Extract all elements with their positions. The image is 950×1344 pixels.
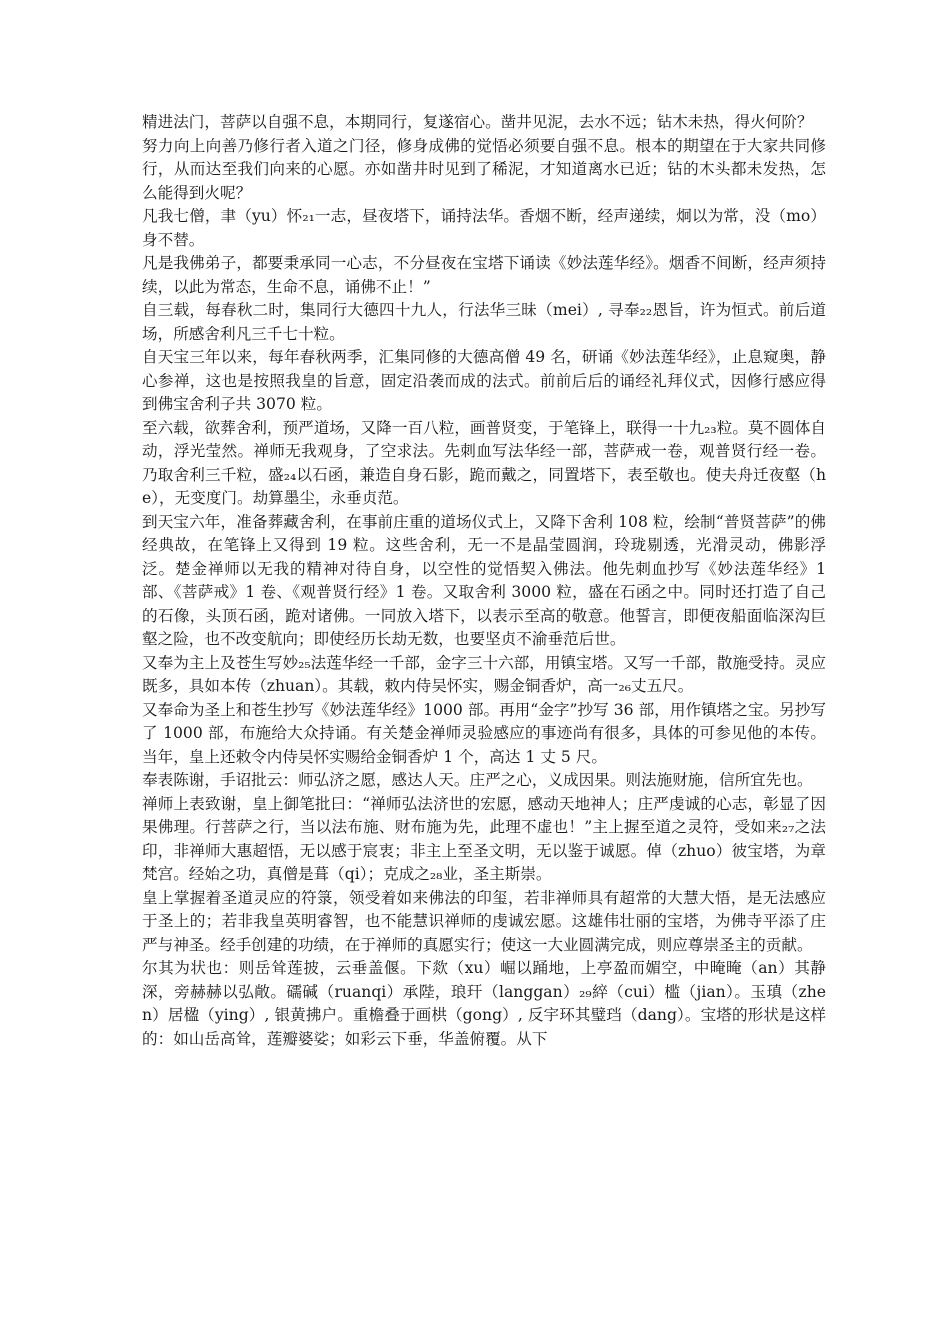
paragraph-13: 皇上掌握着圣道灵应的符箓，领受着如来佛法的印玺，若非禅师具有超常的大慧大悟，是无法感应于圣上的；若非我皇英明睿智，也不能慧识禅师的虔诚宏愿。这雄伟壮丽的宝塔，为佛寺平添了庄严与神圣。经手创建的功绩，在于禅师的真愿实行；使这一大业圆满完成，则应尊崇圣主的贡献。 [142,888,826,954]
paragraph-3: 凡我七僧，聿（yu）怀₂₁一志，昼夜塔下，诵持法华。香烟不断，经声递续，炯以为常，没（mo）身不替。 [142,207,826,249]
paragraph-8: 到天宝六年，准备葬藏舍利，在事前庄重的道场仪式上，又降下舍利 108 粒，绘制“普贤菩萨”的佛经典故，在笔锋上又得到 19 粒。这些舍利，无一不是晶莹圆润，玲珑剔透，光滑灵动，佛影浮泛。楚金禅师以无我的精神对待自身，以空性的觉悟契入佛法。他先刺血抄写《妙法莲华经》1 部、《菩萨戒》1 卷、《观普贤行经》1 卷。又取舍利 3000 粒，盛在石函之中。同时还打造了自己的石像，头顶石函，跪对诸佛。一同放入塔下，以表示至高的敬意。他誓言，即便夜船面临深沟巨壑之险，也不改变航向；即使经历长劫无数，也要坚贞不渝垂范后世。 [142,512,826,648]
paragraph-10: 又奉命为圣上和苍生抄写《妙法莲华经》1000 部。再用“金字”抄写 36 部，用作镇塔之宝。另抄写了 1000 部，布施给大众持诵。有关楚金禅师灵验感应的事迹尚有很多，具体的可参见他的本传。当年，皇上还敕令内侍吴怀实赐给金铜香炉 1 个，高达 1 丈 5 尺。 [142,700,826,766]
paragraph-14: 尔其为状也：则岳耸莲披，云垂盖偃。下欻（xu）崛以踊地，上亭盈而媚空，中晻晻（an）其静深，旁赫赫以弘敞。礝碱（ruanqi）承陛，琅玕（langgan）₂₉綷（cui）槛（jian）。玉瑱（zhen）居楹（ying）, 银黄拂户。重檐叠于画栱（gong）, 反宇环其璧珰（dang）。宝塔的形状是这样的：如山岳高耸，莲瓣婆娑；如彩云下垂，华盖俯覆。从下 [142,959,826,1048]
document-page [142,111,826,1051]
paragraph-6: 自天宝三年以来，每年春秋两季，汇集同修的大德高僧 49 名，研诵《妙法莲华经》，止息窥奥，静心参禅，这也是按照我皇的旨意，固定沿袭而成的法式。前前后后的诵经礼拜仪式，因修行感应得到佛宝舍利子共 3070 粒。 [142,348,826,413]
paragraph-11: 奉表陈谢，手诏批云：师弘济之愿，感达人天。庄严之心，义成因果。则法施财施，信所宜先也。 [142,771,813,789]
paragraph-1: 精进法门，菩萨以自强不息，本期同行，复遂宿心。凿井见泥，去水不远；钻木未热，得火何阶？ [142,113,813,131]
paragraph-7: 至六载，欲葬舍利，预严道场，又降一百八粒，画普贤变，于笔锋上，联得一十九₂₃粒。莫不圆体自动，浮光莹然。禅师无我观身，了空求法。先刺血写法华经一部，菩萨戒一卷，观普贤行经一卷。乃取舍利三千粒，盛₂₄以石函，兼造自身石影，跪而戴之，同置塔下，表至敬也。使夫舟迁夜壑（he），无变度门。劫算墨尘，永垂贞范。 [142,418,826,507]
paragraph-12: 禅师上表致谢，皇上御笔批曰：“禅师弘法济世的宏愿，感动天地神人；庄严虔诚的心志，彰显了因果佛理。行菩萨之行，当以法布施、财布施为先，此理不虚也！”主上握至道之灵符，受如来₂₇之法印，非禅师大惠超悟，无以感于宸衷；非主上至圣文明，无以鉴于诚愿。倬（zhuo）彼宝塔，为章梵宫。经始之功，真僧是葺（qi）；克成之₂₈业，圣主斯崇。 [142,794,826,883]
paragraph-5: 自三载，每春秋二时，集同行大德四十九人，行法华三昧（mei）, 寻奉₂₂恩旨，许为恒式。前后道场，所感舍利凡三千七十粒。 [142,301,826,343]
paragraph-2: 努力向上向善乃修行者入道之门径，修身成佛的觉悟必须要自强不息。根本的期望在于大家共同修行，从而达至我们向来的心愿。亦如凿井时见到了稀泥，才知道离水已近；钻的木头都未发热，怎么能得到火呢？ [142,136,826,202]
paragraph-4: 凡是我佛弟子，都要秉承同一心志，不分昼夜在宝塔下诵读《妙法莲华经》。烟香不间断，经声须持续，以此为常态，生命不息，诵佛不止！” [142,254,826,296]
paragraph-9: 又奉为主上及苍生写妙₂₅法莲华经一千部，金字三十六部，用镇宝塔。又写一千部，散施受持。灵应既多，具如本传（zhuan）。其载，敕内侍吴怀实，赐金铜香炉，高一₂₆丈五尺。 [142,653,826,695]
